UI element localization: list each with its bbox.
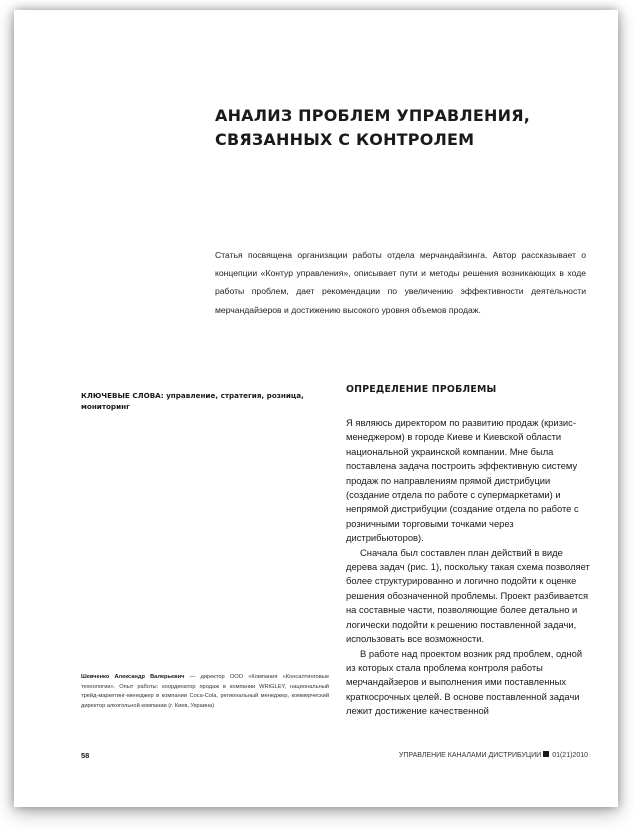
body-text [346,416,591,719]
keywords-text: управление, стратегия, розница, мониторинг [81,391,304,411]
journal-page [14,10,618,807]
article-title [215,104,595,152]
keywords-label: КЛЮЧЕВЫЕ СЛОВА: [81,391,164,400]
issue-number: 01(21)2010 [552,752,588,759]
article-abstract: Статья посвящена организации работы отдела мерчандайзинга. Автор рассказывает о концепции «Контур управления», описывает пути и методы решения возникающих в ходе работы проблем, дает рекомендации по увеличению эффективности деятельности мерчандайзеров и достижению высокого уровня объемов продаж. [215,250,586,315]
author-name: Шевченко Александр Валерьевич [81,674,185,680]
journal-name: УПРАВЛЕНИЕ КАНАЛАМИ ДИСТРИБУЦИИ [398,752,542,759]
title-line-2: СВЯЗАННЫХ С КОНТРОЛЕМ [215,130,475,149]
body-paragraph: В работе над проектом возник ряд проблем, одной из которых стала проблема контроля работы мерчандайзеров и выполнения ими поставленных краткосрочных целей. В основе поставленной задачи лежит достижение качественной [346,647,583,717]
section-heading: ОПРЕДЕЛЕНИЕ ПРОБЛЕМЫ [346,384,497,395]
body-paragraph: Я являюсь директором по развитию продаж (кризис-менеджером) в городе Киеве и Киевской области национальной украинской компании. Мне была поставлена задача построить эффективную систему продаж по направлениям прямой дистрибуции (создание отдела по работе с супермаркетами) и непрямой дистрибуции (создание отдела по работе с розничными торговыми точками через дистрибьюторов). [346,417,579,544]
square-bullet-icon [543,751,549,757]
title-line-1: АНАЛИЗ ПРОБЛЕМ УПРАВЛЕНИЯ, [215,106,531,125]
running-footer [399,751,588,759]
body-paragraph: Сначала был составлен план действий в виде дерева задач (рис. 1), поскольку такая схема позволяет более структурированно и логично подойти к оценке решения обозначенной проблемы. Проект разбивается на составные части, позволяющие более детально и логически подойти к решению поставленной задачи, использовать все возможности. [346,546,590,645]
page-number: 58 [81,751,90,760]
keywords [81,390,331,412]
author-bio: — директор ООО «Компания «Консалтинговые технологии». Опыт работы: координатор продаж в компании WRIGLEY, национальный трейд-маркетинг-менеджер в компании Coca-Cola, региональный менеджер, коммерческий директор алкогольной компании (г. Киев, Украина) [81,674,329,709]
author-info [81,673,329,711]
